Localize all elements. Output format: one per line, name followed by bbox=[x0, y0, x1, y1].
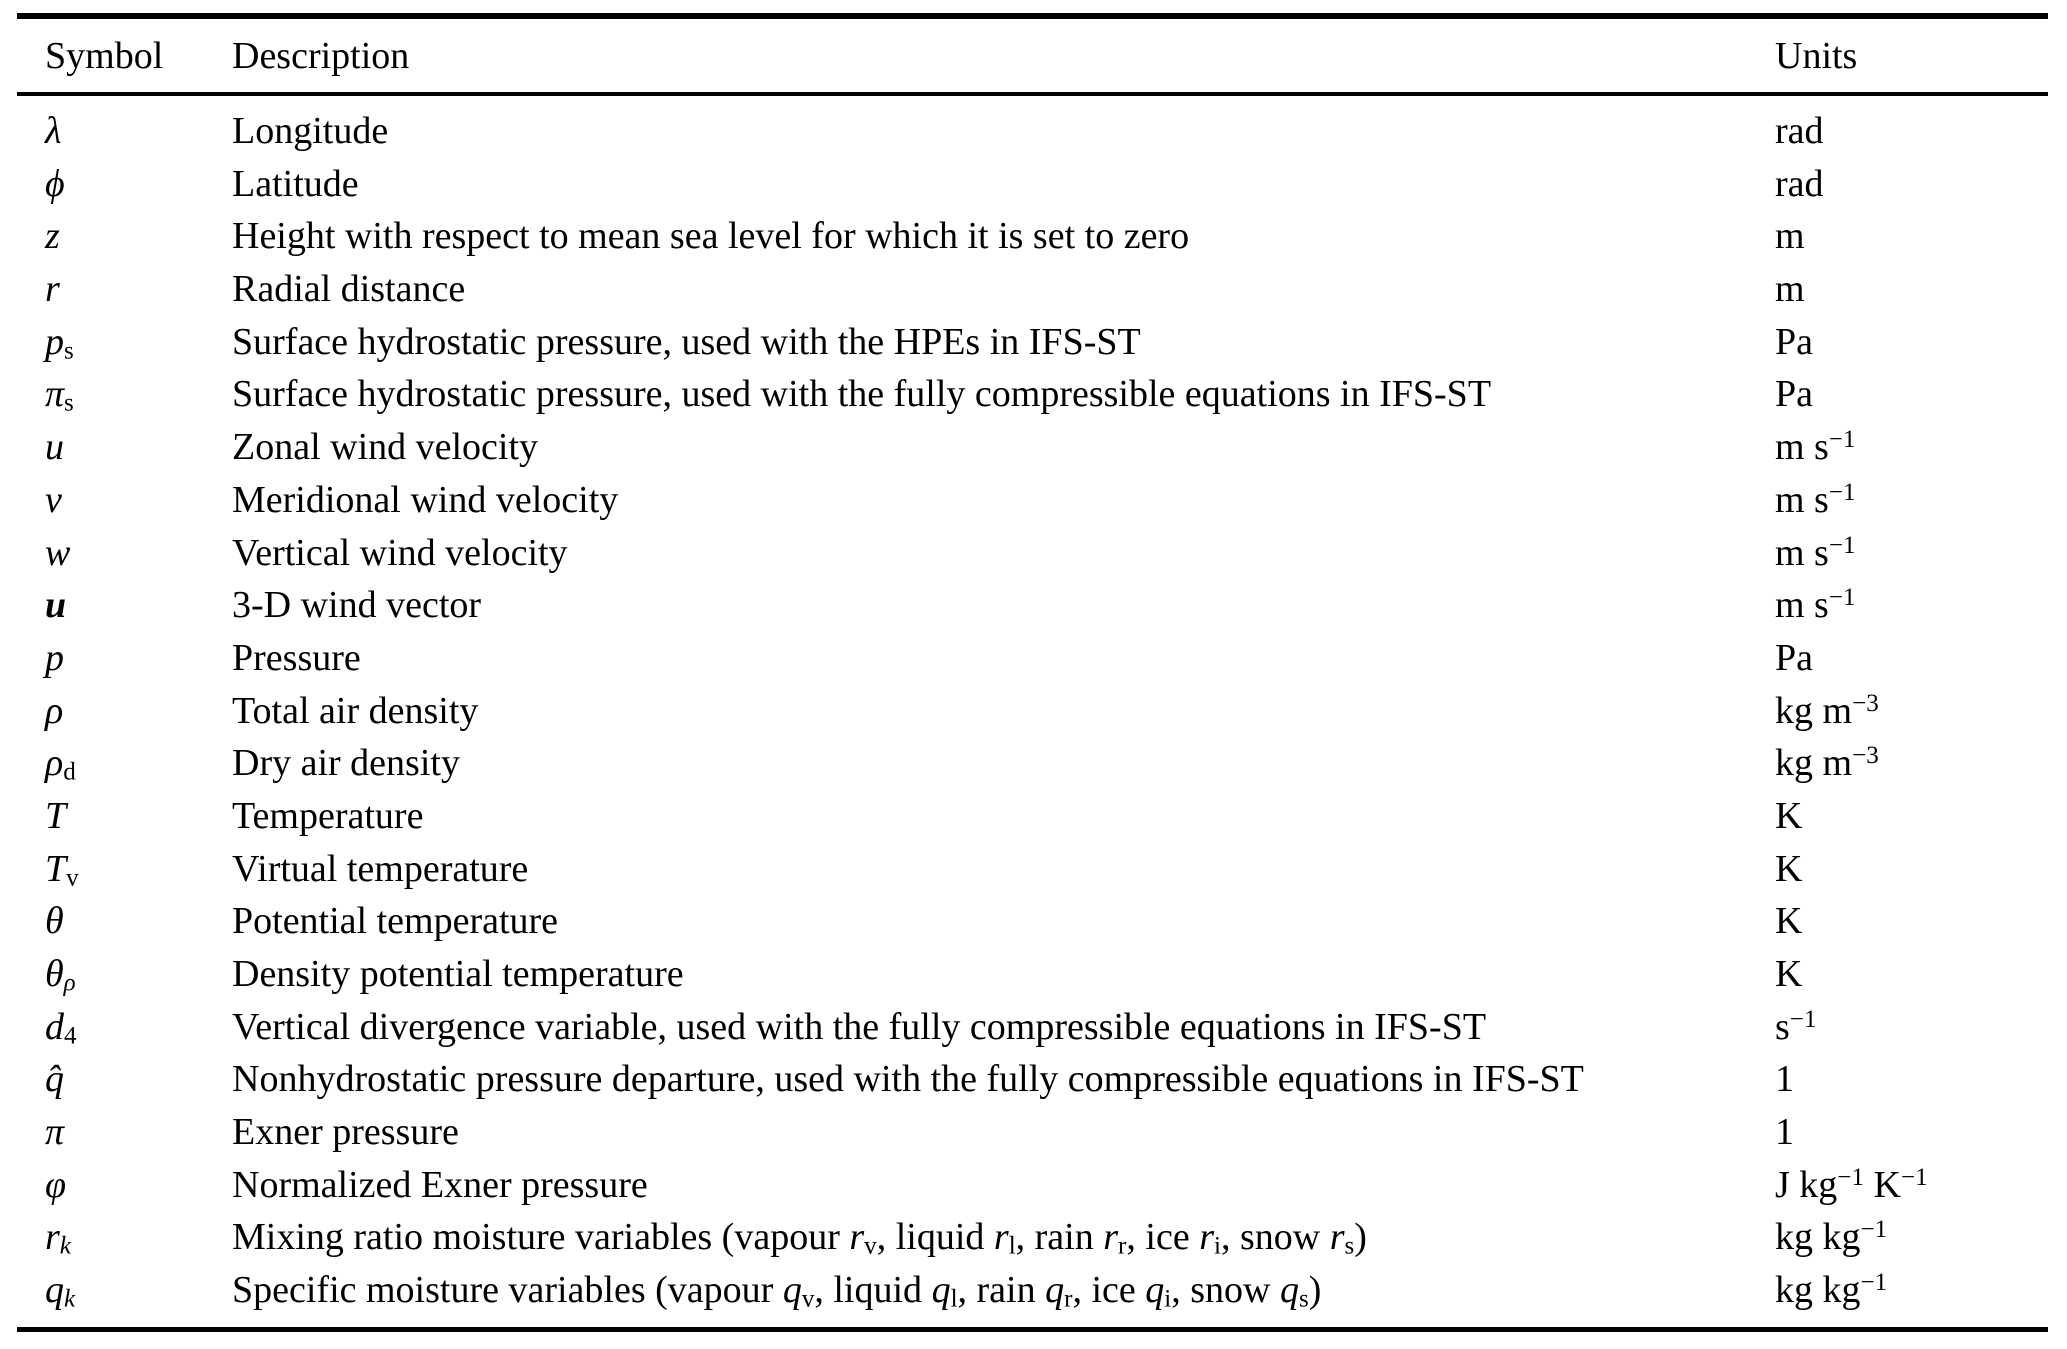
units-cell: m $s^{-1}$ bbox=[1775, 531, 1856, 574]
description-cell: Specific moisture variables (vapour $q_v$, liquid $q_l$, rain $q_r$, ice $q_i$, snow $q_s$) bbox=[232, 1269, 1322, 1313]
description-cell: Temperature bbox=[232, 794, 424, 837]
table-row bbox=[17, 1053, 2048, 1106]
symbol-cell: $q_k$ bbox=[45, 1269, 76, 1313]
description-cell: Surface hydrostatic pressure, used with the HPEs in IFS-ST bbox=[232, 320, 1141, 363]
symbol-cell: $r_k$ bbox=[45, 1216, 71, 1260]
symbol-cell: $p_s$ bbox=[45, 320, 74, 365]
symbol-cell: φ bbox=[45, 1163, 67, 1206]
table-row bbox=[17, 316, 2048, 369]
description-cell: Density potential temperature bbox=[232, 953, 684, 995]
units-cell: rad bbox=[1775, 162, 1824, 205]
column-header-symbol: Symbol bbox=[45, 34, 164, 77]
units-cell: 1 bbox=[1775, 1111, 1794, 1154]
units-cell: rad bbox=[1775, 110, 1824, 152]
description-cell: Nonhydrostatic pressure departure, used with the fully compressible equations in IFS-ST bbox=[232, 1058, 1584, 1101]
symbol-nomenclature-table bbox=[17, 13, 2048, 1332]
units-cell: m $s^{-1}$ bbox=[1775, 478, 1856, 521]
table-row bbox=[17, 790, 2048, 843]
units-cell: K bbox=[1775, 847, 1803, 890]
units-cell: m $s^{-1}$ bbox=[1775, 426, 1856, 469]
symbol-cell: z bbox=[45, 215, 60, 258]
table-row bbox=[17, 843, 2048, 896]
units-cell: K bbox=[1775, 953, 1803, 995]
description-cell: 3-D wind vector bbox=[232, 584, 482, 627]
units-cell: kg $m^{-3}$ bbox=[1775, 689, 1879, 732]
table-body bbox=[17, 96, 2048, 1327]
units-cell: 1 bbox=[1775, 1058, 1794, 1101]
symbol-cell: u bbox=[45, 584, 67, 627]
symbol-cell: $\pi_s$ bbox=[45, 373, 74, 417]
symbol-cell: T bbox=[45, 794, 67, 837]
table-row bbox=[17, 474, 2048, 527]
table-bottom-rule bbox=[17, 1327, 2048, 1332]
table-row bbox=[17, 895, 2048, 948]
units-cell: Pa bbox=[1775, 373, 1813, 416]
description-cell: Surface hydrostatic pressure, used with the fully compressible equations in IFS-ST bbox=[232, 373, 1492, 416]
description-cell: Total air density bbox=[232, 689, 479, 732]
symbol-cell: u bbox=[45, 426, 64, 469]
units-cell: m bbox=[1775, 268, 1805, 311]
units-cell: m bbox=[1775, 215, 1805, 258]
units-cell: m $s^{-1}$ bbox=[1775, 584, 1856, 627]
symbol-cell: π bbox=[45, 1111, 65, 1154]
symbol-cell: r bbox=[45, 268, 60, 311]
symbol-cell: q̂ bbox=[45, 1058, 64, 1101]
table-row bbox=[17, 948, 2048, 1001]
table-row bbox=[17, 1159, 2048, 1212]
description-cell: Exner pressure bbox=[232, 1111, 459, 1154]
description-cell: Potential temperature bbox=[232, 900, 559, 943]
table-row bbox=[17, 105, 2048, 158]
units-cell: J $kg^{-1}$ $K^{-1}$ bbox=[1775, 1163, 1928, 1206]
table-row bbox=[17, 421, 2048, 474]
symbol-cell: $T_v$ bbox=[45, 847, 79, 892]
symbol-cell: v bbox=[45, 478, 62, 521]
table-row bbox=[17, 1211, 2048, 1264]
description-cell: Virtual temperature bbox=[232, 847, 529, 890]
description-cell: Zonal wind velocity bbox=[232, 426, 539, 469]
symbol-cell: θ bbox=[45, 900, 64, 943]
description-cell: Vertical divergence variable, used with the fully compressible equations in IFS-ST bbox=[232, 1005, 1487, 1048]
table-row bbox=[17, 1106, 2048, 1159]
table-header-row bbox=[17, 19, 2048, 92]
units-cell: Pa bbox=[1775, 320, 1813, 363]
table-row bbox=[17, 685, 2048, 738]
description-cell: Latitude bbox=[232, 162, 359, 205]
table-row bbox=[17, 1001, 2048, 1054]
description-cell: Radial distance bbox=[232, 268, 466, 311]
symbol-cell: $\rho_d$ bbox=[45, 742, 76, 786]
table-row bbox=[17, 368, 2048, 421]
symbol-cell: ϕ bbox=[45, 162, 65, 205]
table-row bbox=[17, 737, 2048, 790]
symbol-cell: w bbox=[45, 531, 71, 574]
description-cell: Pressure bbox=[232, 636, 361, 679]
units-cell: $s^{-1}$ bbox=[1775, 1005, 1817, 1048]
symbol-cell: $\theta_\rho$ bbox=[45, 953, 76, 997]
symbol-cell: $d_4$ bbox=[45, 1005, 77, 1050]
description-cell: Longitude bbox=[232, 110, 389, 152]
table-row bbox=[17, 158, 2048, 211]
table-row bbox=[17, 579, 2048, 632]
table-row bbox=[17, 527, 2048, 580]
description-cell: Normalized Exner pressure bbox=[232, 1163, 648, 1206]
table-row bbox=[17, 263, 2048, 316]
table-row bbox=[17, 632, 2048, 685]
units-cell: Pa bbox=[1775, 636, 1813, 679]
description-cell: Dry air density bbox=[232, 742, 460, 785]
units-cell: kg $kg^{-1}$ bbox=[1775, 1216, 1888, 1259]
table-row bbox=[17, 1264, 2048, 1317]
units-cell: kg $kg^{-1}$ bbox=[1775, 1269, 1888, 1312]
table-row bbox=[17, 210, 2048, 263]
symbol-cell: p bbox=[45, 636, 64, 679]
units-cell: kg $m^{-3}$ bbox=[1775, 742, 1879, 785]
units-cell: K bbox=[1775, 794, 1803, 837]
symbol-cell: ρ bbox=[45, 689, 64, 732]
description-cell: Meridional wind velocity bbox=[232, 478, 619, 521]
symbol-cell: λ bbox=[45, 110, 62, 152]
description-cell: Vertical wind velocity bbox=[232, 531, 568, 574]
column-header-description: Description bbox=[232, 34, 410, 77]
column-header-units: Units bbox=[1775, 34, 1858, 77]
description-cell: Height with respect to mean sea level for which it is set to zero bbox=[232, 215, 1190, 258]
description-cell: Mixing ratio moisture variables (vapour $r_v$, liquid $r_l$, rain $r_r$, ice $r_i$, snow $r_s$) bbox=[232, 1216, 1367, 1260]
units-cell: K bbox=[1775, 900, 1803, 943]
